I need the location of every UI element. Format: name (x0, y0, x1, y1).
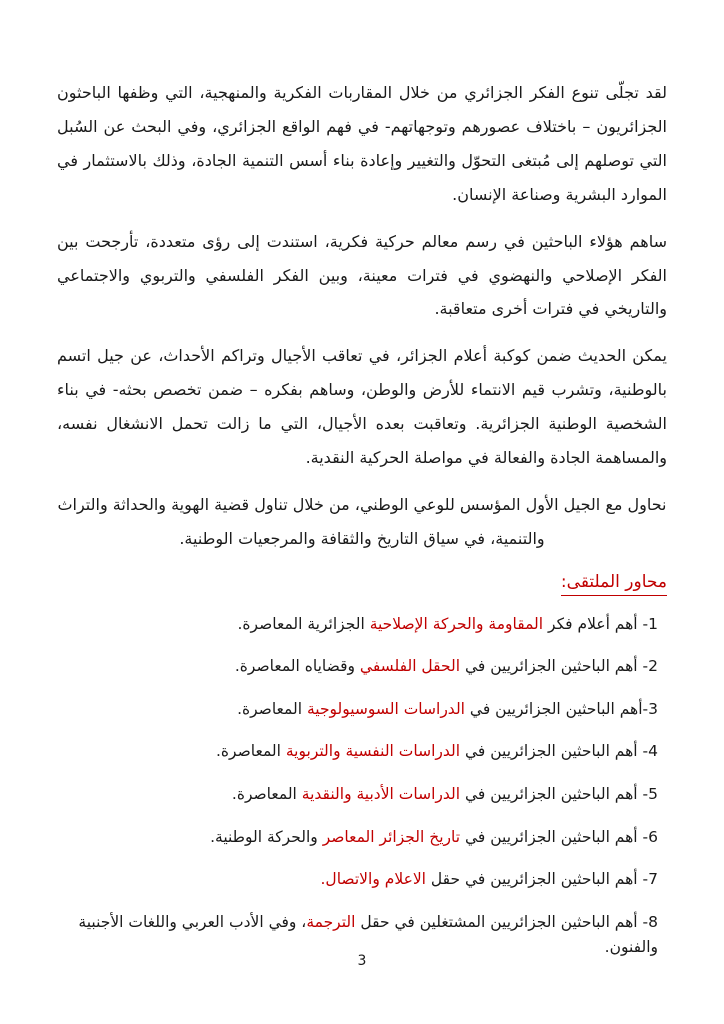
list-item-6 (57, 825, 658, 851)
list-item-3-pre: 3-أهم الباحثين الجزائريين في (464, 699, 658, 718)
list-item-5-pre: 5- أهم الباحثين الجزائريين في (460, 785, 658, 804)
list-item-5-post: المعاصرة. (231, 785, 302, 804)
paragraph-4: نحاول مع الجيل الأول المؤسس للوعي الوطني، من خلال تناول قضية الهوية والحداثة والتراث والتنمية، في سياق التاريخ والثقافة والمرجعيات الوطنية. (57, 494, 667, 548)
list-item-8-post: ، وفي الأدب العربي واللغات الأجنبية والفنون. (78, 912, 658, 957)
list-item-1 (57, 612, 658, 638)
list-item-6-post: والحركة الوطنية. (210, 827, 323, 846)
list-item-7-pre: 7- أهم الباحثين الجزائريين في حقل (425, 870, 658, 889)
list-item-7-highlight: الاعلام والاتصال. (320, 870, 426, 889)
list-item-3-post: المعاصرة. (237, 699, 307, 718)
section-heading-text: محاور الملتقى: (561, 572, 667, 596)
list-item-4-post: المعاصرة. (215, 742, 286, 761)
paragraph-1: لقد تجلّى تنوع الفكر الجزائري من خلال المقاربات الفكرية والمنهجية، التي وظفها الباحثون الجزائريون – باختلاف عصورهم وتوجهاتهم- في فهم الواقع الجزائري، وفي البحث عن السُبل التي توصلهم إلى مُبتغى التحوّل والتغيير وإعادة بناء أسس التنمية الجادة، وذلك بالاستثمار في الموارد البشرية وصناعة الإنسان. (57, 83, 667, 204)
list-item-2-post: وقضاياه المعاصرة. (234, 657, 360, 676)
list-item-6-pre: 6- أهم الباحثين الجزائريين في (460, 827, 658, 846)
section-heading (57, 572, 667, 592)
list-item-8-highlight: الترجمة (306, 912, 356, 931)
page-number: 3 (357, 953, 367, 969)
list-item-4-pre: 4- أهم الباحثين الجزائريين في (460, 742, 658, 761)
themes-list (57, 612, 667, 961)
list-item-1-highlight: المقاومة والحركة الإصلاحية (369, 614, 544, 633)
list-item-5-highlight: الدراسات الأدبية والنقدية (301, 785, 461, 804)
list-item-2-highlight: الحقل الفلسفي (359, 657, 461, 676)
list-item-1-post: الجزائرية المعاصرة. (237, 614, 370, 633)
list-item-8-pre: 8- أهم الباحثين الجزائريين المشتغلين في حقل (355, 912, 658, 931)
paragraph-3: يمكن الحديث ضمن كوكبة أعلام الجزائر، في تعاقب الأجيال وتراكم الأحداث، عن جيل اتسم بالوطنية، وتشرب قيم الانتماء للأرض والوطن، وساهم بفكره – ضمن تخصص بحثه- في بناء الشخصية الوطنية الجزائرية. وتعاقبت بعده الأجيال، التي ما زالت تحمل الانشغال نفسه، والمساهمة الجادة والفعالة في مواصلة الحركية النقدية. (57, 346, 667, 468)
list-item-7 (57, 867, 658, 893)
list-item-1-pre: 1- أهم أعلام فكر (543, 614, 658, 633)
list-item-3 (57, 697, 658, 723)
list-item-2 (57, 654, 658, 680)
list-item-3-highlight: الدراسات السوسيولوجية (306, 699, 465, 718)
list-item-6-highlight: تاريخ الجزائر المعاصر (322, 827, 461, 846)
list-item-2-pre: 2- أهم الباحثين الجزائريين في (460, 657, 658, 676)
list-item-4 (57, 739, 658, 765)
paragraph-2: ساهم هؤلاء الباحثين في رسم معالم حركية فكرية، استندت إلى رؤى متعددة، تأرجحت بين الفكر الإصلاحي والنهضوي في فترات معينة، وبين الفكر الفلسفي والتربوي والاجتماعي والتاريخي في فترات أخرى متعاقبة. (57, 231, 667, 319)
list-item-4-highlight: الدراسات النفسية والتربوية (285, 742, 461, 761)
list-item-5 (57, 782, 658, 808)
